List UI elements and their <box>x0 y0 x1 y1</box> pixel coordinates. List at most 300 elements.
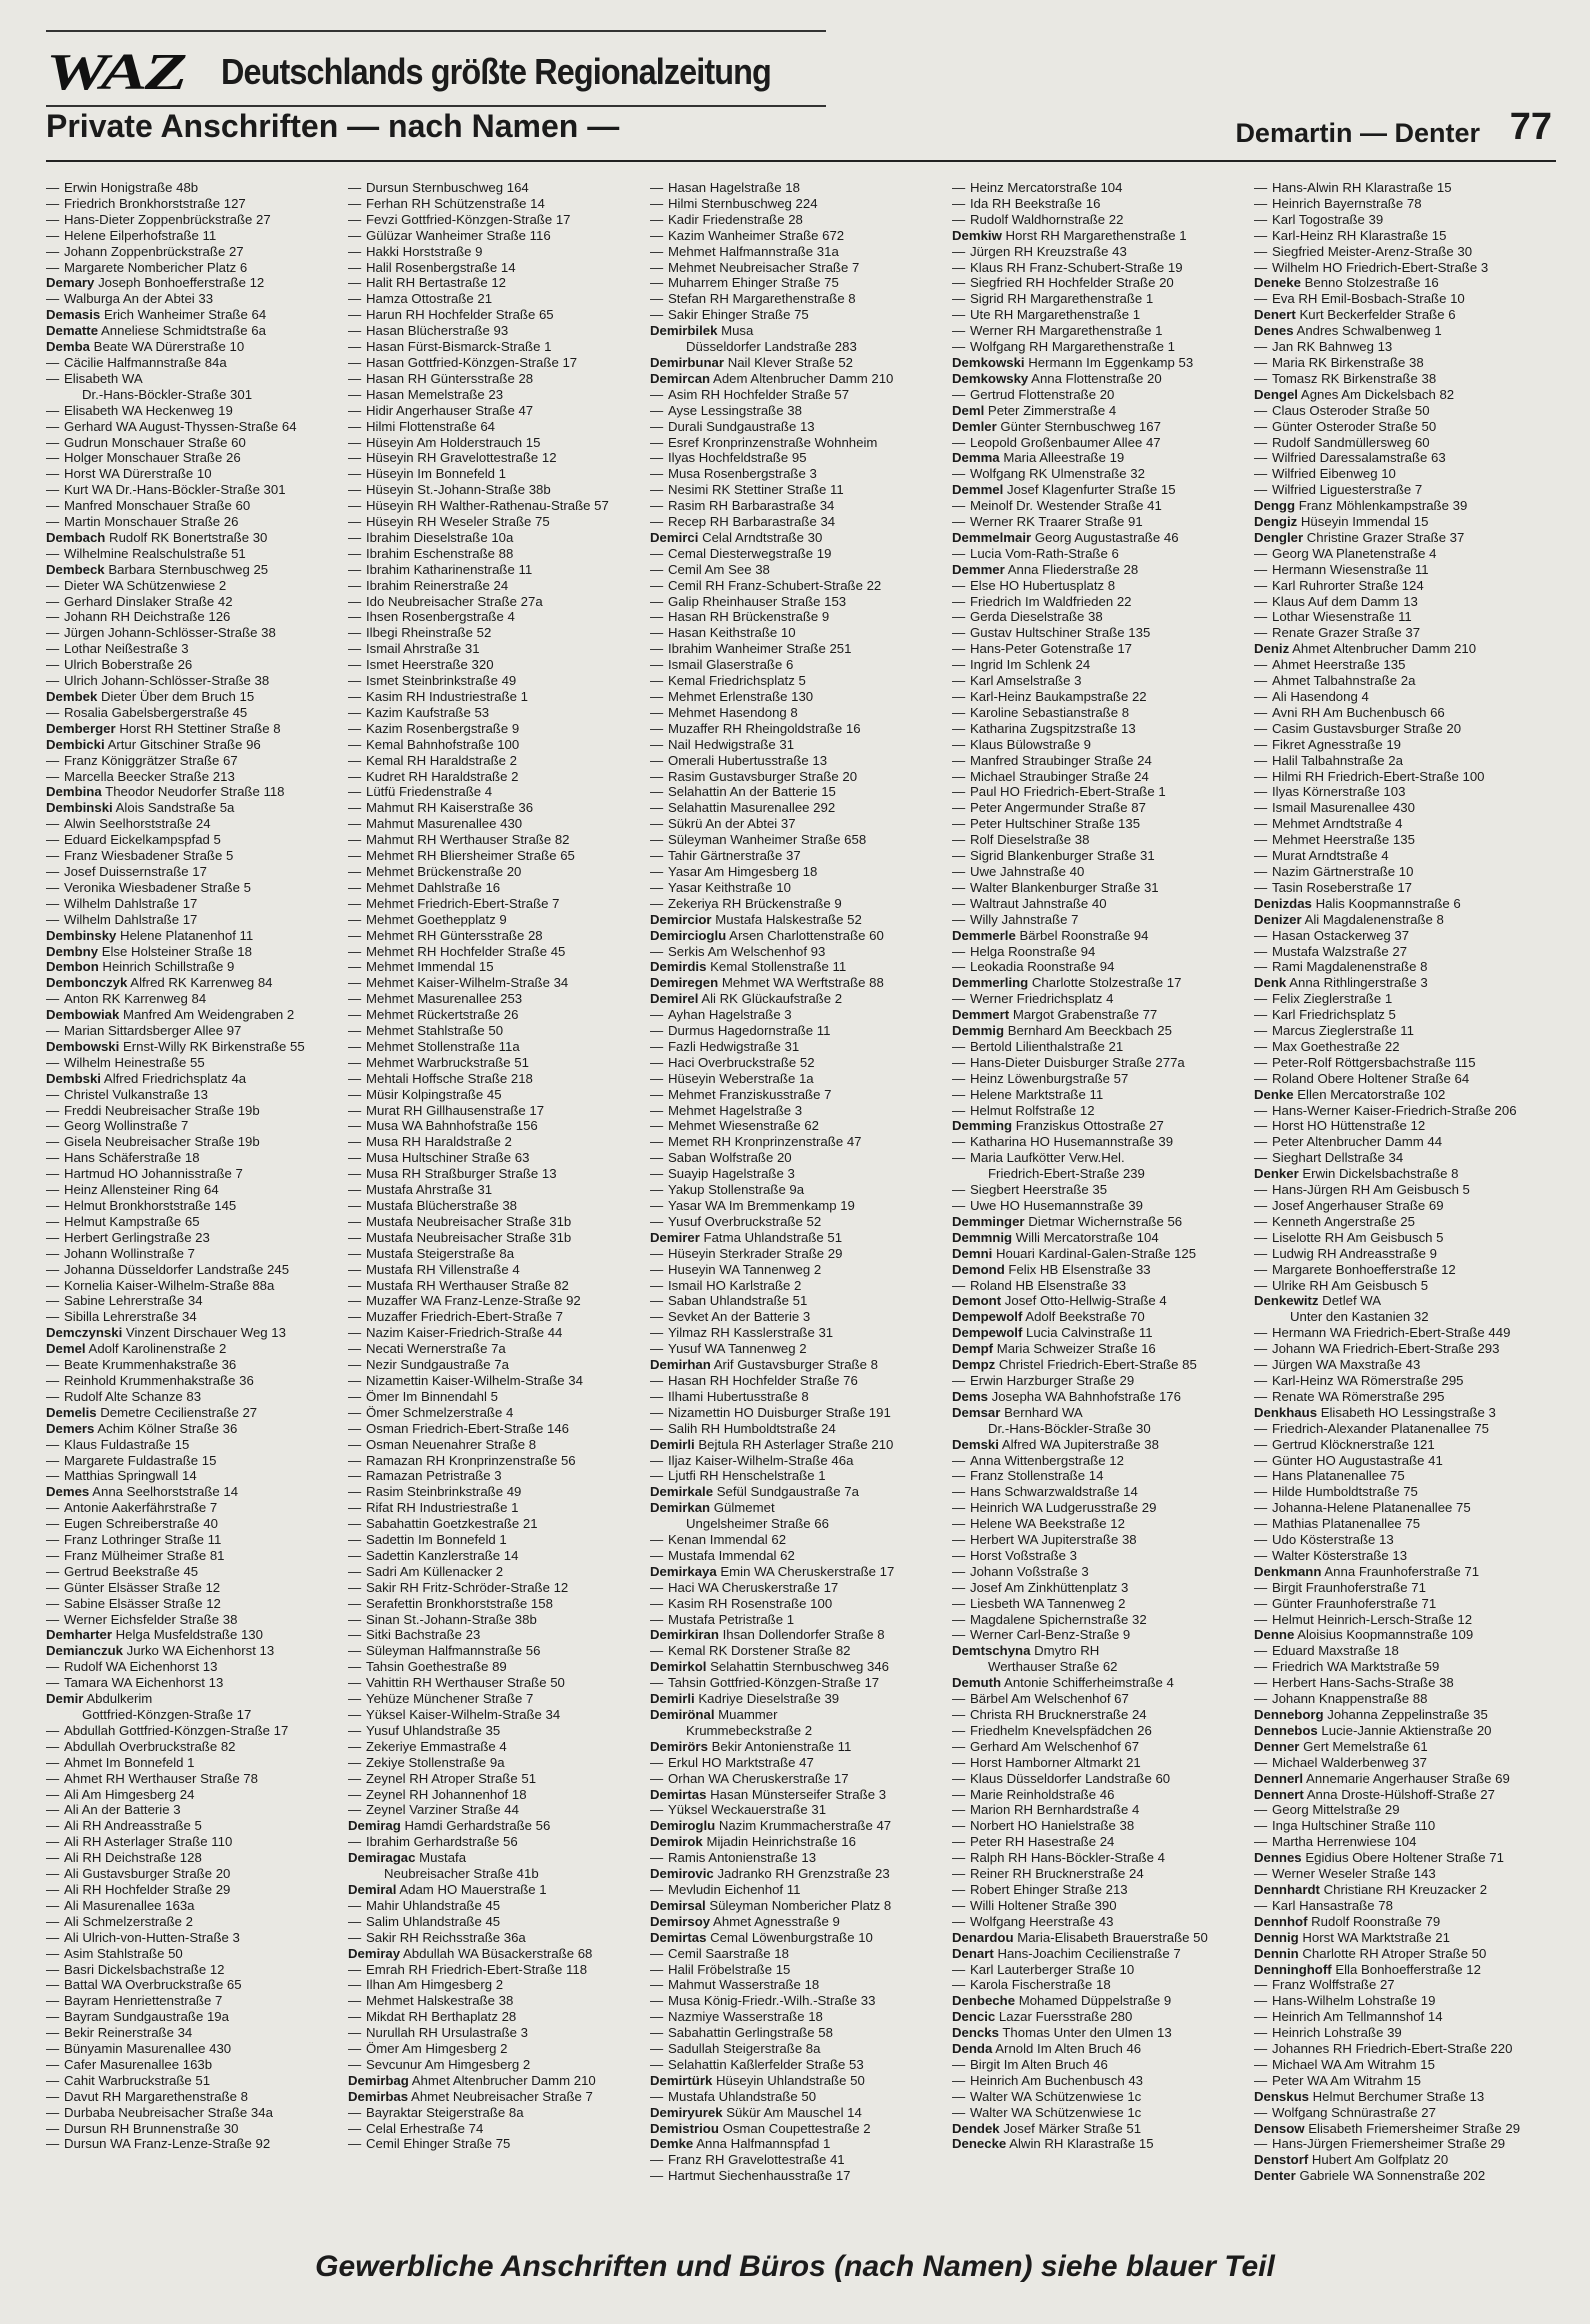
entry-text: Paul HO Friedrich-Ebert-Straße 1 <box>970 784 1166 800</box>
entry-text: Selahattin An der Batterie 15 <box>668 784 836 800</box>
listing-column-5 <box>1254 180 1556 2200</box>
repeat-dash: — <box>348 275 362 291</box>
entry-text: Nizamettin Kaiser-Wilhelm-Straße 34 <box>366 1372 583 1388</box>
directory-entry <box>46 1118 342 1134</box>
repeat-dash: — <box>348 625 362 641</box>
repeat-dash: — <box>46 498 60 514</box>
repeat-dash: — <box>348 1977 362 1993</box>
directory-entry <box>348 1453 644 1469</box>
repeat-dash: — <box>348 1245 362 1261</box>
entry-text: Yasar Keithstraße 10 <box>668 879 791 895</box>
entry-text: Hüseyin Am Holderstrauch 15 <box>366 434 541 450</box>
repeat-dash: — <box>46 1611 60 1627</box>
repeat-dash: — <box>1254 1261 1268 1277</box>
directory-entry <box>650 848 946 864</box>
entry-text: Kadir Friedenstraße 28 <box>668 211 803 227</box>
repeat-dash: — <box>650 1675 664 1691</box>
repeat-dash: — <box>1254 1245 1268 1261</box>
surname: Denkewitz <box>1254 1293 1319 1309</box>
directory-entry <box>952 1071 1248 1087</box>
directory-entry <box>650 673 946 689</box>
repeat-dash: — <box>46 2088 60 2104</box>
repeat-dash: — <box>650 689 664 704</box>
entry-text: Durmus Hagedornstraße 11 <box>668 1023 831 1039</box>
repeat-dash: — <box>46 1961 60 1977</box>
repeat-dash: — <box>348 1738 362 1754</box>
surname: Demirbag <box>348 2072 409 2088</box>
repeat-dash: — <box>348 259 362 275</box>
repeat-dash: — <box>1254 482 1268 498</box>
entry-text: Anna Fliederstraße 28 <box>1007 561 1139 577</box>
repeat-dash: — <box>1254 450 1268 466</box>
repeat-dash: — <box>952 307 966 323</box>
entry-text: Lucia Calvinstraße 11 <box>1026 1325 1153 1341</box>
directory-entry <box>650 896 946 912</box>
repeat-dash: — <box>1254 1134 1268 1150</box>
entry-text: Bayram Henriettenstraße 7 <box>64 1993 223 2009</box>
surname-entry <box>952 1309 1248 1325</box>
entry-text: Süleyman Halfmannstraße 56 <box>366 1643 541 1659</box>
directory-entry <box>348 991 644 1007</box>
entry-text: Kurt Beckerfelder Straße 6 <box>1299 307 1456 323</box>
repeat-dash: — <box>650 1325 664 1341</box>
repeat-dash: — <box>1254 943 1268 959</box>
directory-entry <box>348 609 644 625</box>
repeat-dash: — <box>46 354 60 370</box>
entry-text: Georg Mittelstraße 29 <box>1272 1802 1400 1818</box>
directory-entry <box>348 1421 644 1437</box>
directory-entry <box>1254 1071 1550 1087</box>
entry-text: Detlef WA <box>1322 1293 1382 1309</box>
surname-entry <box>46 800 342 816</box>
surname-entry <box>952 1293 1248 1309</box>
entry-text: Wilhelm Heinestraße 55 <box>64 1054 205 1070</box>
entry-text: Mijadin Heinrichstraße 16 <box>706 1834 856 1850</box>
directory-entry <box>952 1818 1248 1834</box>
directory-entry <box>348 1787 644 1803</box>
entry-text: Asim RH Hochfelder Straße 57 <box>668 386 850 402</box>
entry-text: Mehmet Stahlstraße 50 <box>366 1023 504 1039</box>
surname-entry <box>1254 2089 1550 2105</box>
directory-entry <box>650 1309 946 1325</box>
repeat-dash: — <box>650 1134 664 1150</box>
entry-text: Mehmet Kaiser-Wilhelm-Straße 34 <box>366 975 569 991</box>
repeat-dash: — <box>952 577 966 593</box>
repeat-dash: — <box>952 1913 966 1929</box>
surname: Demiray <box>348 1945 401 1961</box>
entry-text: Dursun Sternbuschweg 164 <box>366 180 529 195</box>
entry-text: Hasan Hagelstraße 18 <box>668 180 800 195</box>
surname-entry <box>348 1818 644 1834</box>
directory-entry <box>952 1580 1248 1596</box>
repeat-dash: — <box>650 2152 664 2168</box>
directory-entry <box>1254 1612 1550 1628</box>
directory-entry <box>348 403 644 419</box>
directory-entry <box>348 896 644 912</box>
repeat-dash: — <box>952 1866 966 1882</box>
repeat-dash: — <box>952 1070 966 1086</box>
surname-entry <box>650 1818 946 1834</box>
directory-entry <box>650 880 946 896</box>
entry-text: Anna Droste-Hülshoff-Straße 27 <box>1306 1786 1495 1802</box>
directory-entry <box>650 1802 946 1818</box>
directory-entry <box>650 1405 946 1421</box>
repeat-dash: — <box>650 2041 664 2057</box>
repeat-dash: — <box>46 1866 60 1882</box>
repeat-dash: — <box>650 1166 664 1182</box>
entry-text: Adolf Karolinenstraße 2 <box>88 1341 227 1357</box>
surname-entry <box>348 2073 644 2089</box>
directory-entry <box>46 705 342 721</box>
repeat-dash: — <box>650 1182 664 1198</box>
surname: Dengg <box>1254 498 1296 514</box>
directory-entry <box>348 1580 644 1596</box>
surname: Demmig <box>952 1023 1005 1039</box>
repeat-dash: — <box>952 1277 966 1293</box>
entry-text: Karoline Sebastianstraße 8 <box>970 704 1130 720</box>
directory-entry <box>348 1166 644 1182</box>
entry-text: Avni RH Am Buchenbusch 66 <box>1272 704 1445 720</box>
repeat-dash: — <box>650 816 664 832</box>
repeat-dash: — <box>1254 1198 1268 1213</box>
repeat-dash: — <box>1254 625 1268 641</box>
directory-entry <box>348 419 644 435</box>
entry-text: Muzaffer WA Franz-Lenze-Straße 92 <box>366 1293 581 1309</box>
surname-entry <box>46 944 342 960</box>
entry-text: Gabriele WA Sonnenstraße 202 <box>1299 2168 1486 2184</box>
repeat-dash: — <box>650 243 664 259</box>
surname: Dennin <box>1254 1945 1299 1961</box>
repeat-dash: — <box>1254 959 1268 975</box>
repeat-dash: — <box>46 991 60 1007</box>
entry-text: Ibrahim Gerhardstraße 56 <box>366 1834 518 1850</box>
entry-text: Leokadia Roonstraße 94 <box>970 959 1115 975</box>
surname-entry <box>1254 975 1550 991</box>
repeat-dash: — <box>650 514 664 530</box>
entry-text: Friedrich Bronkhorststraße 127 <box>64 195 246 211</box>
repeat-dash: — <box>46 2120 60 2136</box>
repeat-dash: — <box>46 673 60 689</box>
directory-entry <box>952 244 1248 260</box>
entry-text: Lütfü Friedenstraße 4 <box>366 784 493 800</box>
surname-entry <box>650 1914 946 1930</box>
entry-text: Musa <box>721 323 754 339</box>
entry-text: Mustafa Blücherstraße 38 <box>366 1198 517 1213</box>
repeat-dash: — <box>1254 1547 1268 1563</box>
directory-entry <box>952 896 1248 912</box>
repeat-dash: — <box>650 895 664 911</box>
repeat-dash: — <box>1254 1357 1268 1373</box>
entry-text: Sevket An der Batterie 3 <box>668 1309 811 1325</box>
surname-entry <box>46 323 342 339</box>
repeat-dash: — <box>952 211 966 227</box>
directory-entry <box>1254 212 1550 228</box>
entry-text: Wilfried Eibenweg 10 <box>1272 466 1396 482</box>
entry-text: Ali RH Asterlager Straße 110 <box>64 1834 233 1850</box>
entry-text: Mustafa Ahrstraße 31 <box>366 1182 493 1198</box>
directory-entry <box>46 609 342 625</box>
repeat-dash: — <box>952 1770 966 1786</box>
repeat-dash: — <box>348 1102 362 1118</box>
entry-text: Siegbert Heerstraße 35 <box>970 1182 1108 1198</box>
directory-entry <box>952 1421 1248 1437</box>
entry-text: Hans-Dieter Duisburger Straße 277a <box>970 1054 1185 1070</box>
repeat-dash: — <box>650 1993 664 2009</box>
directory-entry <box>952 291 1248 307</box>
repeat-dash: — <box>952 1134 966 1150</box>
surname-entry <box>952 1341 1248 1357</box>
repeat-dash: — <box>1254 832 1268 848</box>
directory-entry <box>1254 228 1550 244</box>
directory-entry <box>348 1437 644 1453</box>
entry-text: Johann Voßstraße 3 <box>970 1563 1089 1579</box>
entry-text: Halis Koopmannstraße 6 <box>1315 895 1461 911</box>
surname: Dennig <box>1254 1929 1299 1945</box>
entry-text: Muharrem Ehinger Straße 75 <box>668 275 839 291</box>
surname: Denizer <box>1254 911 1302 927</box>
entry-text: Mehmet Masurenallee 253 <box>366 991 523 1007</box>
directory-entry <box>1254 578 1550 594</box>
directory-entry <box>1254 1898 1550 1914</box>
entry-text: Lucie-Jannie Aktienstraße 20 <box>1321 1722 1492 1738</box>
surname-entry <box>46 1007 342 1023</box>
directory-entry <box>650 2152 946 2168</box>
section-title: Private Anschriften — nach Namen — <box>46 108 620 144</box>
directory-entry <box>1254 1596 1550 1612</box>
entry-text: Nazim Krummacherstraße 47 <box>718 1818 892 1834</box>
repeat-dash: — <box>952 275 966 291</box>
entry-text: Gülüzar Wanheimer Straße 116 <box>366 227 551 243</box>
entry-text: Ahmet Agnesstraße 9 <box>713 1913 840 1929</box>
directory-entry <box>952 1198 1248 1214</box>
entry-text: Hüseyin RH Walther-Rathenau-Straße 57 <box>366 498 609 514</box>
surname-entry <box>952 2041 1248 2057</box>
surname-entry <box>650 2121 946 2137</box>
directory-entry <box>46 403 342 419</box>
directory-entry <box>650 721 946 737</box>
surname-entry <box>952 1325 1248 1341</box>
surname: Dennes <box>1254 1850 1302 1866</box>
repeat-dash: — <box>1254 1341 1268 1357</box>
directory-entry <box>348 291 644 307</box>
surname: Demirer <box>650 1229 700 1245</box>
directory-entry <box>650 498 946 514</box>
repeat-dash: — <box>348 1563 362 1579</box>
entry-text: Hilde Humboldtstraße 75 <box>1272 1484 1418 1500</box>
directory-entry <box>952 1055 1248 1071</box>
surname: Denes <box>1254 323 1294 339</box>
entry-text: Marie Reinholdstraße 46 <box>970 1786 1115 1802</box>
entry-text: Horst Voßstraße 3 <box>970 1547 1077 1563</box>
directory-entry <box>348 578 644 594</box>
directory-entry <box>1254 609 1550 625</box>
entry-text: Ali Am Himgesberg 24 <box>64 1786 195 1802</box>
surname: Dembina <box>46 784 102 800</box>
repeat-dash: — <box>650 800 664 816</box>
entry-text: Ali RH Andreasstraße 5 <box>64 1818 202 1834</box>
entry-text: Elisabeth WA Heckenweg 19 <box>64 402 233 418</box>
entry-text: Manfred Straubinger Straße 24 <box>970 752 1152 768</box>
entry-text: Zekeriye Emmastraße 4 <box>366 1738 507 1754</box>
entry-text: Bernhard Am Beeckbach 25 <box>1007 1023 1172 1039</box>
repeat-dash: — <box>46 768 60 784</box>
entry-text: Walburga An der Abtei 33 <box>64 291 214 307</box>
repeat-dash: — <box>46 832 60 848</box>
entry-text: Else HO Hubertusplatz 8 <box>970 577 1116 593</box>
surname: Denker <box>1254 1166 1299 1182</box>
repeat-dash: — <box>46 1516 60 1532</box>
entry-text: Cafer Masurenallee 163b <box>64 2056 213 2072</box>
repeat-dash: — <box>1254 211 1268 227</box>
repeat-dash: — <box>46 1977 60 1993</box>
repeat-dash: — <box>348 1929 362 1945</box>
directory-entry <box>46 1962 342 1978</box>
entry-text: Hans Platanenallee 75 <box>1272 1468 1405 1484</box>
directory-entry <box>650 1087 946 1103</box>
directory-entry <box>1254 1103 1550 1119</box>
entry-text: Anna Seelhorststraße 14 <box>92 1484 239 1500</box>
directory-entry <box>1254 2041 1550 2057</box>
entry-text: Vahittin RH Werthauser Straße 50 <box>366 1675 565 1691</box>
entry-text: Ibrahim Katharinenstraße 11 <box>366 561 533 577</box>
directory-entry <box>46 1946 342 1962</box>
surname: Dencks <box>952 2025 999 2041</box>
entry-text: Yakup Stollenstraße 9a <box>668 1182 805 1198</box>
surname-entry <box>46 1484 342 1500</box>
surname-entry <box>650 530 946 546</box>
repeat-dash: — <box>46 1913 60 1929</box>
repeat-dash: — <box>650 704 664 720</box>
directory-entry <box>1254 2073 1550 2089</box>
entry-text: Gertrud Klöcknerstraße 121 <box>1272 1436 1435 1452</box>
entry-text: Reiner RH Brucknerstraße 24 <box>970 1866 1144 1882</box>
entry-text: Gerda Dieselstraße 38 <box>970 609 1103 625</box>
repeat-dash: — <box>46 593 60 609</box>
directory-entry <box>348 1087 644 1103</box>
entry-text: Mehmet Immendal 15 <box>366 959 494 975</box>
surname-entry <box>952 450 1248 466</box>
directory-entry <box>46 578 342 594</box>
entry-text: Ali RH Hochfelder Straße 29 <box>64 1881 231 1897</box>
entry-text: Kornelia Kaiser-Wilhelm-Straße 88a <box>64 1277 275 1293</box>
repeat-dash: — <box>1254 1834 1268 1850</box>
directory-entry <box>1254 546 1550 562</box>
entry-text: Cemal Löwenburgstraße 10 <box>710 1929 873 1945</box>
surname: Demma <box>952 450 1000 466</box>
entry-text: Sevcunur Am Himgesberg 2 <box>366 2056 531 2072</box>
entry-text: Kasim RH Industriestraße 1 <box>366 689 528 704</box>
directory-entry <box>1254 1278 1550 1294</box>
entry-text: Heinrich Bayernstraße 78 <box>1272 195 1422 211</box>
repeat-dash: — <box>952 704 966 720</box>
entry-text: Peter WA Am Witrahm 15 <box>1272 2072 1422 2088</box>
entry-text: Mehmet Dahlstraße 16 <box>366 879 501 895</box>
entry-text: Mehmet WA Werftstraße 88 <box>721 975 884 991</box>
repeat-dash: — <box>348 227 362 243</box>
repeat-dash: — <box>46 1134 60 1150</box>
entry-text: Ferhan RH Schützenstraße 14 <box>366 195 545 211</box>
repeat-dash: — <box>1254 1118 1268 1134</box>
repeat-dash: — <box>46 1850 60 1866</box>
directory-entry <box>1254 1818 1550 1834</box>
repeat-dash: — <box>952 259 966 275</box>
repeat-dash: — <box>46 1500 60 1516</box>
directory-entry <box>650 1103 946 1119</box>
entry-text: Jan RK Bahnweg 13 <box>1272 339 1393 355</box>
directory-entry <box>952 1373 1248 1389</box>
entry-text: Durali Sundgaustraße 13 <box>668 418 815 434</box>
entry-text: Elisabeth Friemersheimer Straße 29 <box>1308 2120 1521 2136</box>
directory-entry <box>1254 705 1550 721</box>
directory-entry <box>46 1532 342 1548</box>
repeat-dash: — <box>1254 1579 1268 1595</box>
entry-text: Manfred Monschauer Straße 60 <box>64 498 251 514</box>
entry-text: Maria Schweizer Straße 16 <box>996 1341 1156 1357</box>
surname: Demirkaya <box>650 1563 717 1579</box>
repeat-dash: — <box>650 466 664 482</box>
surname: Dembon <box>46 959 99 975</box>
repeat-dash: — <box>348 561 362 577</box>
entry-text: Theodor Neudorfer Straße 118 <box>105 784 285 800</box>
directory-entry <box>46 291 342 307</box>
directory-entry <box>952 1691 1248 1707</box>
entry-text: Cahit Warbruckstraße 51 <box>64 2072 211 2088</box>
entry-text: Ernst-Willy RK Birkenstraße 55 <box>122 1038 305 1054</box>
repeat-dash: — <box>1254 2009 1268 2025</box>
surname: Dennhof <box>1254 1913 1308 1929</box>
surname-entry <box>650 1834 946 1850</box>
surname: Dembeck <box>46 561 105 577</box>
directory-entry <box>1254 657 1550 673</box>
directory-entry <box>650 1850 946 1866</box>
entry-text: Werthauser Straße 62 <box>988 1659 1118 1675</box>
directory-entry <box>650 609 946 625</box>
repeat-dash: — <box>348 1595 362 1611</box>
repeat-dash: — <box>348 1277 362 1293</box>
entry-text: Hüseyin St.-Johann-Straße 38b <box>366 482 551 498</box>
directory-entry <box>46 1818 342 1834</box>
directory-entry <box>348 466 644 482</box>
directory-entry <box>46 1866 342 1882</box>
directory-entry <box>1254 800 1550 816</box>
surname: Demmert <box>952 1007 1010 1023</box>
entry-text: Suayip Hagelstraße 3 <box>668 1166 795 1182</box>
entry-text: Hüseyin Im Bonnefeld 1 <box>366 466 507 482</box>
entry-text: Asim Stahlstraße 50 <box>64 1945 183 1961</box>
entry-text: Nazmiye Wasserstraße 18 <box>668 2009 823 2025</box>
repeat-dash: — <box>46 911 60 927</box>
directory-entry <box>1254 594 1550 610</box>
surname: Demers <box>46 1420 95 1436</box>
directory-entry <box>650 594 946 610</box>
repeat-dash: — <box>952 1038 966 1054</box>
entry-text: Hans-Wilhelm Lohstraße 19 <box>1272 1993 1436 2009</box>
surname: Demmnig <box>952 1229 1013 1245</box>
entry-text: Ali Hasendong 4 <box>1272 689 1369 704</box>
entry-text: Wolfgang Schnürastraße 27 <box>1272 2104 1436 2120</box>
directory-entry <box>650 737 946 753</box>
directory-entry <box>952 721 1248 737</box>
directory-entry <box>650 1134 946 1150</box>
directory-entry <box>650 1468 946 1484</box>
directory-entry <box>650 1166 946 1182</box>
directory-entry <box>348 1134 644 1150</box>
repeat-dash: — <box>650 2088 664 2104</box>
entry-text: Marcus Zieglerstraße 11 <box>1272 1023 1414 1039</box>
repeat-dash: — <box>348 1993 362 2009</box>
entry-text: Mehmet Rückertstraße 26 <box>366 1007 519 1023</box>
directory-entry <box>650 562 946 578</box>
